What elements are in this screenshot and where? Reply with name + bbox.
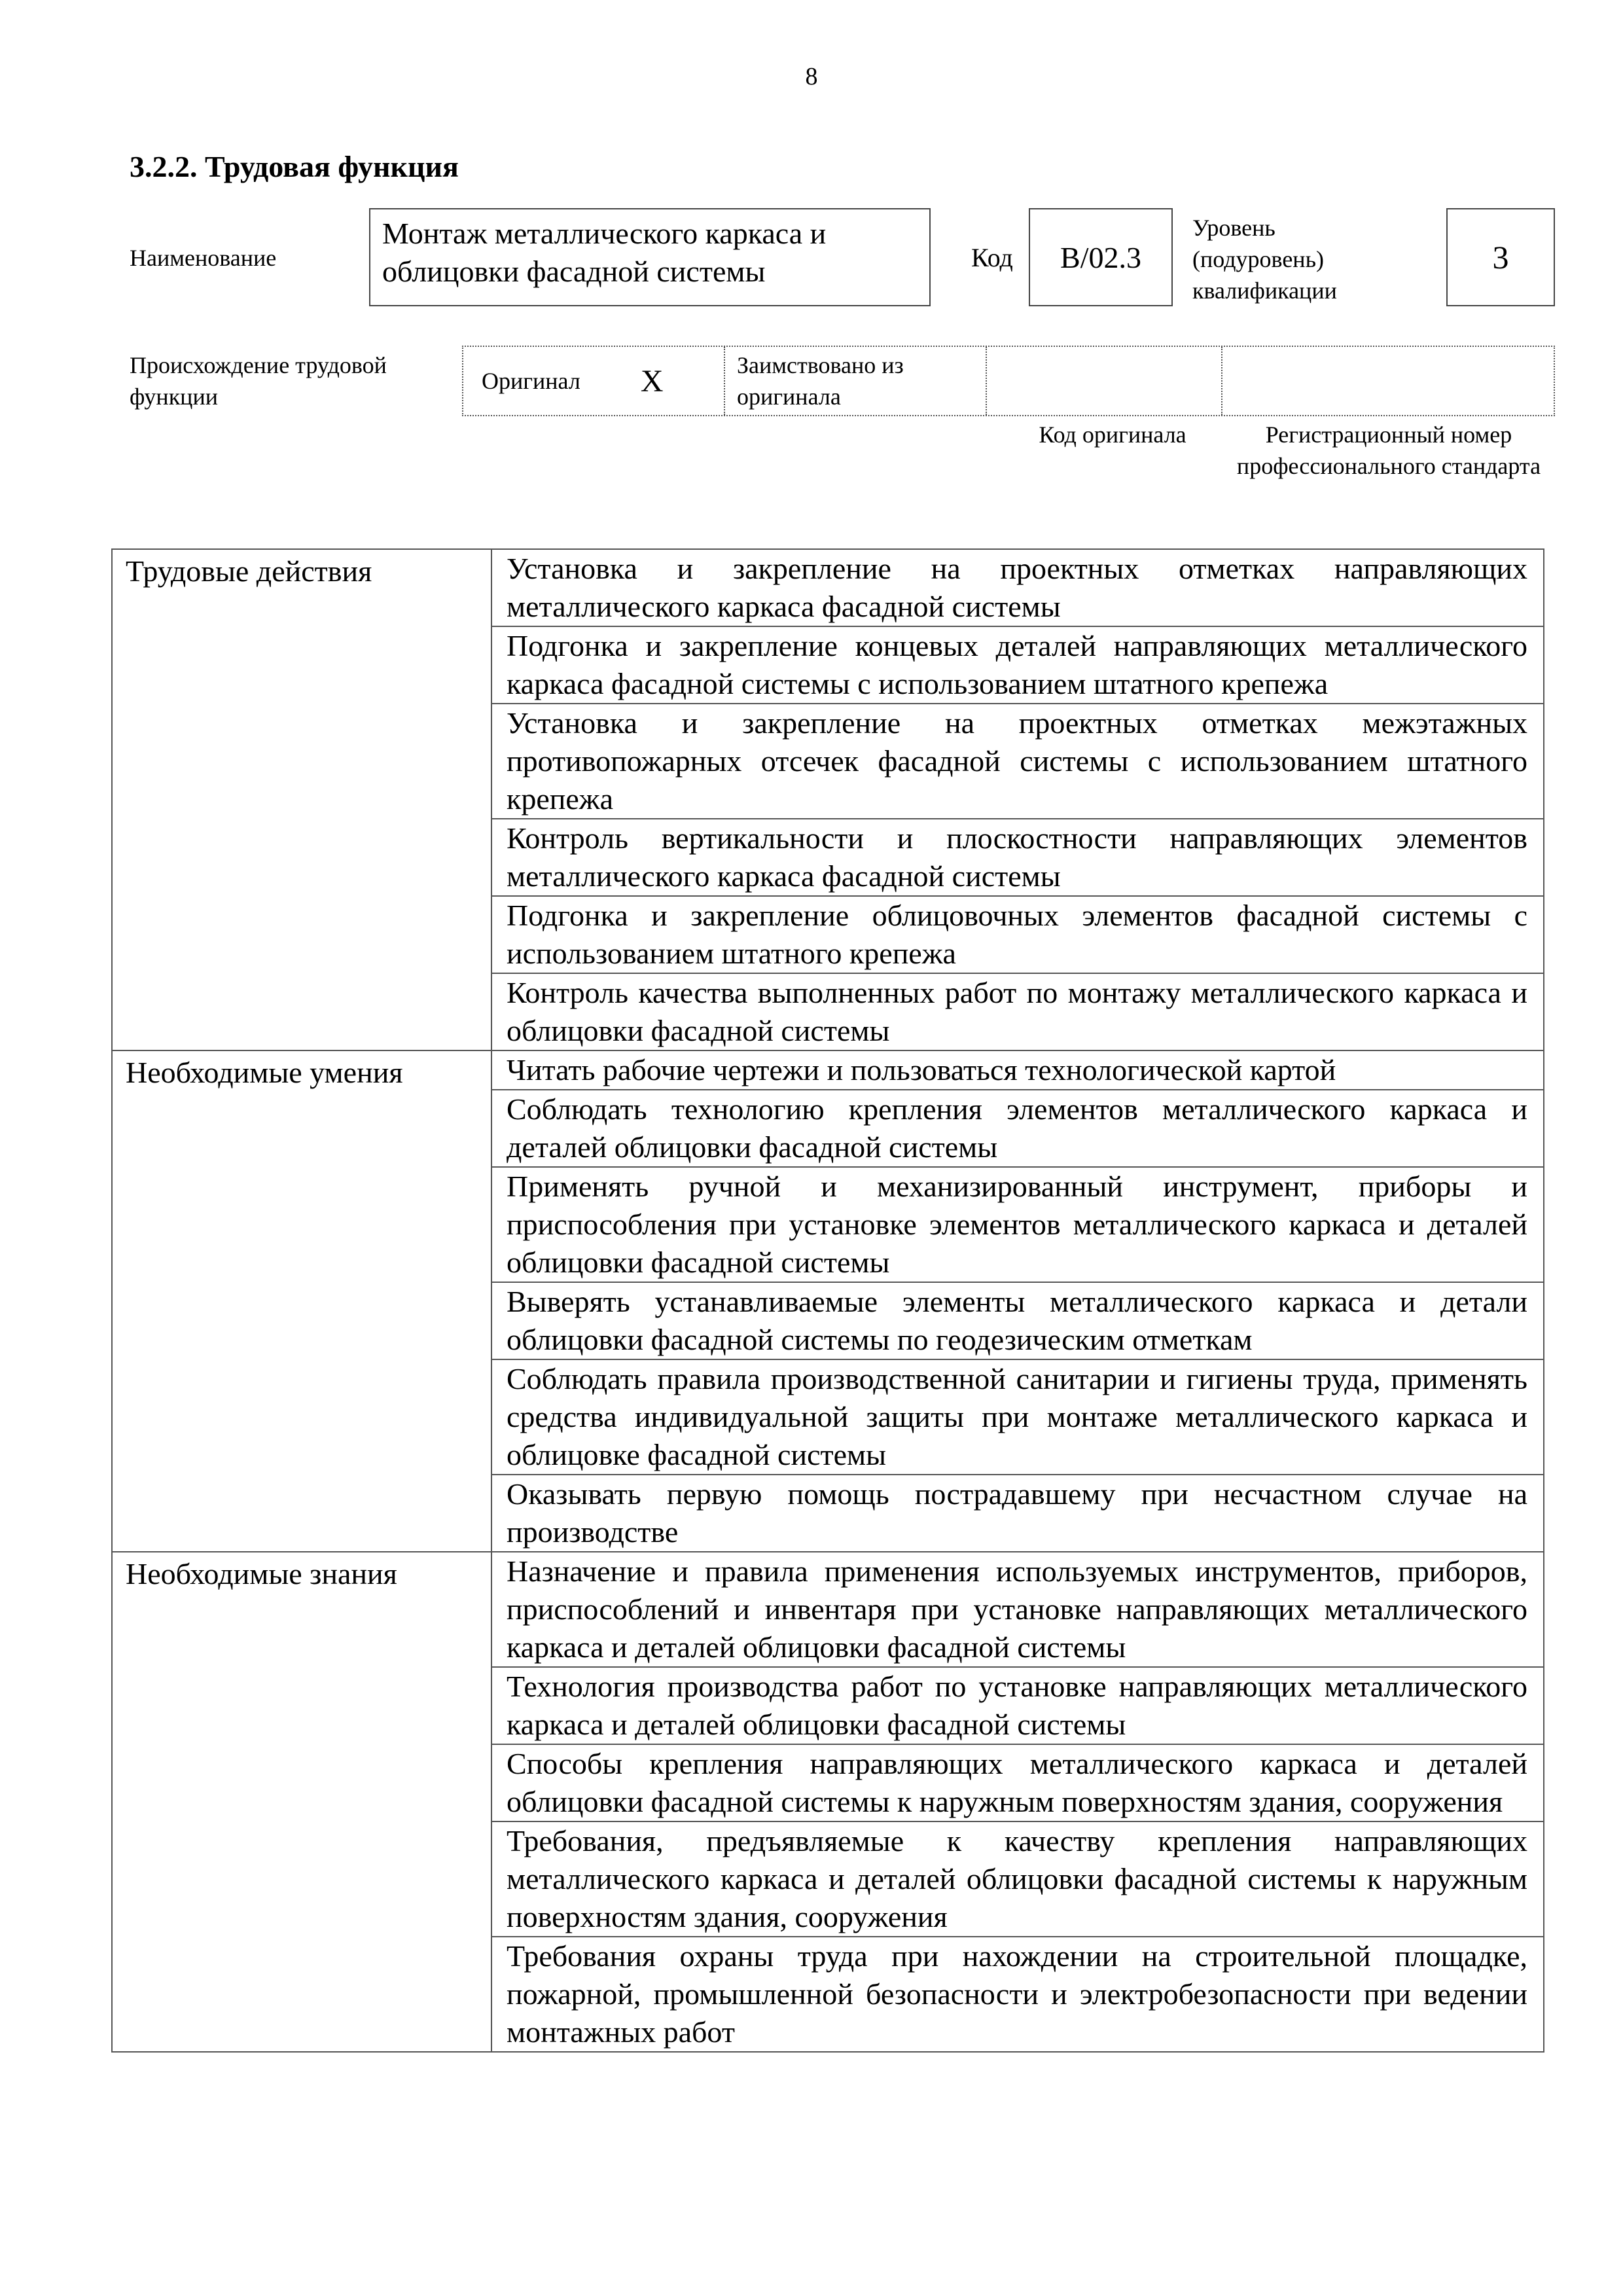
registration-number-cell (1222, 347, 1554, 415)
original-cell (463, 347, 725, 415)
original-label: Оригинал (482, 368, 580, 394)
level-field: 3 (1446, 208, 1555, 306)
page-number: 8 (805, 63, 818, 90)
table-row (112, 1552, 1544, 1667)
function-name-field: Монтаж металлического каркаса и облицовки фасадной системы (369, 208, 931, 306)
table-cell: Соблюдать правила производственной санитарии и гигиены труда, применять средства индивидуальной защиты при монтаже металлического каркаса и облицовке фасадной системы (491, 1359, 1544, 1475)
table-cell: Контроль качества выполненных работ по монтажу металлического каркаса и облицовки фасадной системы (491, 973, 1544, 1050)
section-heading: Необходимые знания (112, 1552, 491, 2052)
table-cell: Назначение и правила применения используемых инструментов, приборов, приспособлений и инвентаря при установке направляющих металлического каркаса и деталей облицовки фасадной системы (491, 1552, 1544, 1667)
borrowed-label: Заимствовано из оригинала (725, 347, 987, 415)
table-cell: Оказывать первую помощь пострадавшему при несчастном случае на производстве (491, 1475, 1544, 1552)
table-cell: Способы крепления направляющих металлического каркаса и деталей облицовки фасадной системы к наружным поверхностям здания, сооружения (491, 1744, 1544, 1821)
table-cell: Контроль вертикальности и плоскостности направляющих элементов металлического каркаса фасадной системы (491, 819, 1544, 896)
table-cell: Читать рабочие чертежи и пользоваться технологической картой (491, 1050, 1544, 1090)
table-cell: Подгонка и закрепление облицовочных элементов фасадной системы с использованием штатного крепежа (491, 896, 1544, 973)
table-row (112, 549, 1544, 626)
table-cell: Технология производства работ по установке направляющих металлического каркаса и деталей облицовки фасадной системы (491, 1667, 1544, 1744)
table-cell: Установка и закрепление на проектных отметках межэтажных противопожарных отсечек фасадной системы с использованием штатного крепежа (491, 704, 1544, 819)
code-label: Код (971, 243, 1013, 272)
table-cell: Установка и закрепление на проектных отметках направляющих металлического каркаса фасадной системы (491, 549, 1544, 626)
original-mark: X (640, 363, 664, 399)
registration-number-caption: Регистрационный номер профессионального стандарта (1236, 422, 1541, 479)
table-cell: Подгонка и закрепление концевых деталей направляющих металлического каркаса фасадной системы с использованием штатного крепежа (491, 626, 1544, 704)
table-cell: Применять ручной и механизированный инструмент, приборы и приспособления при установке элементов металлического каркаса и деталей облицовки фасадной системы (491, 1167, 1544, 1282)
table-cell: Требования охраны труда при нахождении на строительной площадке, пожарной, промышленной безопасности и электробезопасности при ведении монтажных работ (491, 1937, 1544, 2052)
table-cell: Выверять устанавливаемые элементы металлического каркаса и детали облицовки фасадной системы по геодезическим отметкам (491, 1282, 1544, 1359)
table-row (112, 1050, 1544, 1090)
original-code-caption: Код оригинала (1039, 422, 1186, 448)
section-title: 3.2.2. Трудовая функция (130, 150, 459, 183)
function-details-table (111, 548, 1544, 2053)
level-label: Уровень (подуровень) квалификации (1192, 215, 1337, 304)
table-cell: Требования, предъявляемые к качеству крепления направляющих металлического каркаса и деталей облицовки фасадной системы к наружным поверхностям здания, сооружения (491, 1821, 1544, 1937)
original-code-cell (987, 347, 1222, 415)
name-label: Наименование (130, 245, 277, 271)
table-cell: Соблюдать технологию крепления элементов металлического каркаса и деталей облицовки фасадной системы (491, 1090, 1544, 1167)
origin-label: Происхождение трудовой функции (130, 352, 387, 410)
section-heading: Необходимые умения (112, 1050, 491, 1552)
section-heading: Трудовые действия (112, 549, 491, 1050)
code-field: B/02.3 (1029, 208, 1173, 306)
origin-row (462, 346, 1555, 416)
